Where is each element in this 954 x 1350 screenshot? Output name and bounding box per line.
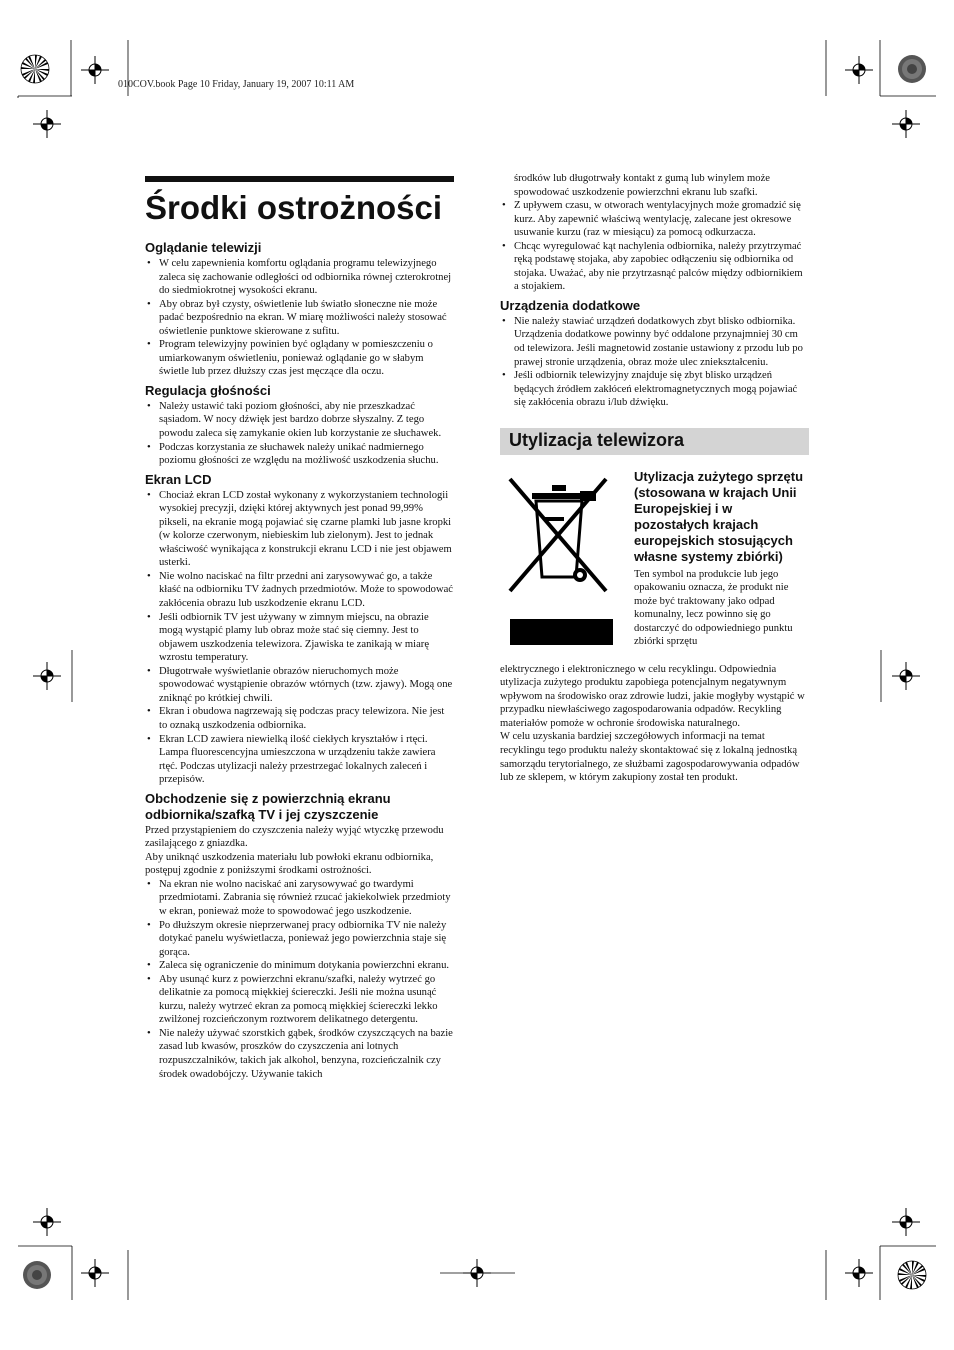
list-item: • Zaleca się ograniczenie do minimum dotykania powierzchni ekranu.	[145, 959, 454, 973]
title-rule	[145, 176, 454, 182]
disposal-text	[634, 469, 809, 669]
section-cleaning	[145, 791, 454, 1081]
section-volume	[145, 383, 454, 468]
disposal-subheading: Utylizacja zużytego sprzętu (stosowana w krajach Unii Europejskiej i w pozostałych krajach europejskich stosujących własne systemy zbiórki)	[634, 468, 804, 564]
section-heading: Obchodzenie się z powierzchnią ekranu odbiornika/szafką TV i jej czyszczenie	[145, 790, 391, 822]
list-item: • Należy ustawić taki poziom głośności, aby nie przeszkadzać sąsiadom. W nocy dźwięk jest bardzo dobrze słyszalny. Z tego powodu zaleca się zamykanie okien lub korzystanie ze słuchawek.	[145, 400, 454, 441]
disposal-section-bar	[500, 428, 809, 455]
section-heading: Oglądanie telewizji	[145, 240, 262, 255]
disposal-section-title: Utylizacja telewizora	[509, 430, 685, 451]
list-item: • Po dłuższym okresie nieprzerwanej pracy odbiornika TV nie należy dotykać panelu wyświetlacza, ponieważ jego powierzchnia staje się gorąca.	[145, 919, 454, 960]
list-item: • Ekran LCD zawiera niewielką ilość ciekłych kryształów i rtęci. Lampa fluorescencyjna umieszczona w urządzeniu także zawiera rtęć. Podczas utylizacji należy przestrzegać lokalnych zaleceń i przepisów.	[145, 733, 454, 787]
crossed-out-wheelie-bin-icon	[500, 469, 618, 669]
right-column	[500, 172, 809, 785]
continuation-text: środków lub długotrwały kontakt z gumą lub winylem może spowodować uszkodzenie powierzchni ekranu lub szafki.	[514, 173, 770, 198]
disposal-paragraph-2: W celu uzyskania bardziej szczegółowych informacji na temat recyklingu tego produktu należy skontaktować się z lokalną jednostką samorządu terytorialnego, ze służbami zagospodarowywania odpadów lub ze sklepem, w którym zakupiony został ten produkt.	[500, 731, 800, 784]
list-item: • Ekran i obudowa nagrzewają się podczas pracy telewizora. Nie jest to oznaką uszkodzenia odbiornika.	[145, 705, 454, 732]
left-column	[145, 176, 454, 1081]
list-item: • Nie wolno naciskać na filtr przedni ani zarysowywać go, a także kłaść na odbiorniku TV żadnych przedmiotów. Może to spowodować zakłócenia obrazu lub uszkodzenie ekranu LCD.	[145, 570, 454, 611]
list-item: • Jeśli odbiornik TV jest używany w zimnym miejscu, na obrazie mogą wystąpić plamy lub obraz może stać się ciemny. Jest to objawem uszkodzenia telewizora. Zjawiska te zanikają w miarę wzrostu temperatury.	[145, 611, 454, 665]
file-info-header: 010COV.book Page 10 Friday, January 19, 2007 10:11 AM	[118, 79, 355, 90]
cleaning-intro-1: Przed przystąpieniem do czyszczenia należy wyjąć wtyczkę przewodu zasilającego z gniazdka.	[145, 824, 444, 850]
list-item: • Chcąc wyregulować kąt nachylenia odbiornika, należy przytrzymać ręką podstawę stojaka, aby zapobiec odłączeniu się odbiornika od stojaka. Uważać, aby nie przytrzasnąć palców między odbiornikiem a stojakiem.	[500, 240, 809, 294]
section-heading: Regulacja głośności	[145, 382, 271, 398]
list-item: • W celu zapewnienia komfortu oglądania programu telewizyjnego zaleca się zachowanie odległości od odbiornika równej czterokrotnej do siedmiokrotnej wysokości ekranu.	[145, 257, 454, 298]
section-accessories	[500, 298, 809, 410]
list-item: • Aby obraz był czysty, oświetlenie lub światło słoneczne nie może padać bezpośrednio na ekran. W miarę możliwości należy stosować oświetlenie punktowe skierowane z sufitu.	[145, 298, 454, 339]
list-item: • Na ekran nie wolno naciskać ani zarysowywać go twardymi przedmiotami. Zabrania się również rzucać jakiekolwiek przedmioty w ekran, ponieważ może to spowodować jego uszkodzenie.	[145, 878, 454, 919]
list-item: • Jeśli odbiornik telewizyjny znajduje się zbyt blisko urządzeń będących źródłem zakłóceń elektromagnetycznych mogą pojawiać się zakłócenia obrazu i/lub dźwięku.	[500, 369, 809, 410]
list-item: • Podczas korzystania ze słuchawek należy unikać nadmiernego poziomu głośności ze względu na możliwość uszkodzenia słuchu.	[145, 441, 454, 468]
section-heading: Urządzenia dodatkowe	[500, 297, 641, 313]
page-title: Środki ostrożności	[145, 189, 443, 226]
section-viewing	[145, 240, 454, 379]
list-item: • Długotrwałe wyświetlanie obrazów nieruchomych może spowodować wystąpienie obrazów wtórnych (tzw. zjawy). Mogą one zniknąć po krótkiej chwili.	[145, 665, 454, 706]
disposal-paragraph-1b: elektrycznego i elektronicznego w celu recyklingu. Odpowiednia utylizacja zużytego produktu zapobiega potencjalnym negatywnym wpływom na środowisko oraz zdrowie ludzi, jakie mogłyby wystąpić w przypadku niewłaściwego zagospodarowania odpadów. Recykling materiałów pomoże w ochronie środowiska naturalnego.	[500, 663, 805, 729]
list-item: • Program telewizyjny powinien być oglądany w pomieszczeniu o umiarkowanym oświetleniu, ponieważ oglądanie go w słabym świetle lub przez dłuższy czas jest męczące dla oczu.	[145, 338, 454, 379]
list-item: • Nie należy stawiać urządzeń dodatkowych zbyt blisko odbiornika. Urządzenia dodatkowe powinny być oddalone przynajmniej 30 cm od telewizora. Jeśli magnetowid zostanie ustawiony z przodu lub po prawej stronie urządzenia, obraz może ulec zniekształceniu.	[500, 315, 809, 369]
list-item: • Z upływem czasu, w otworach wentylacyjnych może gromadzić się kurz. Aby zapewnić właściwą wentylację, zalecane jest okresowe usuwanie kurzu (raz w miesiącu) za pomocą odkurzacza.	[500, 199, 809, 240]
cleaning-intro-2: Aby uniknąć uszkodzenia materiału lub powłoki ekranu odbiornika, postępuj zgodnie z poniższymi środkami ostrożności.	[145, 851, 434, 877]
list-item: • Nie należy używać szorstkich gąbek, środków czyszczących na bazie zasad lub kwasów, proszków do czyszczenia ani lotnych rozpuszczalników, takich jak alkohol, benzyna, rozcieńczalnik czy środek owadobójczy. Używanie takich	[145, 1027, 454, 1081]
disposal-paragraph-1a: Ten symbol na produkcie lub jego opakowaniu oznacza, że produkt nie może być traktowany jako odpad komunalny, lecz powinno się go dostarczyć do odpowiedniego punktu zbiórki sprzętu	[634, 568, 793, 648]
list-item: • Aby usunąć kurz z powierzchni ekranu/szafki, należy wytrzeć go delikatnie za pomocą miękkiej ściereczki. Jeśli nie można usunąć kurzu, należy wytrzeć ekran za pomocą miękkiej ściereczki lekko zwilżonej rozcieńczonym roztworem delikatnego detergentu.	[145, 973, 454, 1027]
list-item: • Chociaż ekran LCD został wykonany z wykorzystaniem technologii wysokiej precyzji, dzięki której aktywnych jest ponad 99,99% pikseli, na ekranie mogą pojawiać się czarne plamki lub jasne kropki (w kolorze czerwonym, niebieskim lub zielonym). Jest to jednak właściwość wynikająca z konstrukcji ekranu LCD i nie jest objawem usterki.	[145, 489, 454, 570]
section-lcd	[145, 472, 454, 787]
disposal-block	[500, 469, 809, 669]
section-heading: Ekran LCD	[145, 471, 212, 487]
